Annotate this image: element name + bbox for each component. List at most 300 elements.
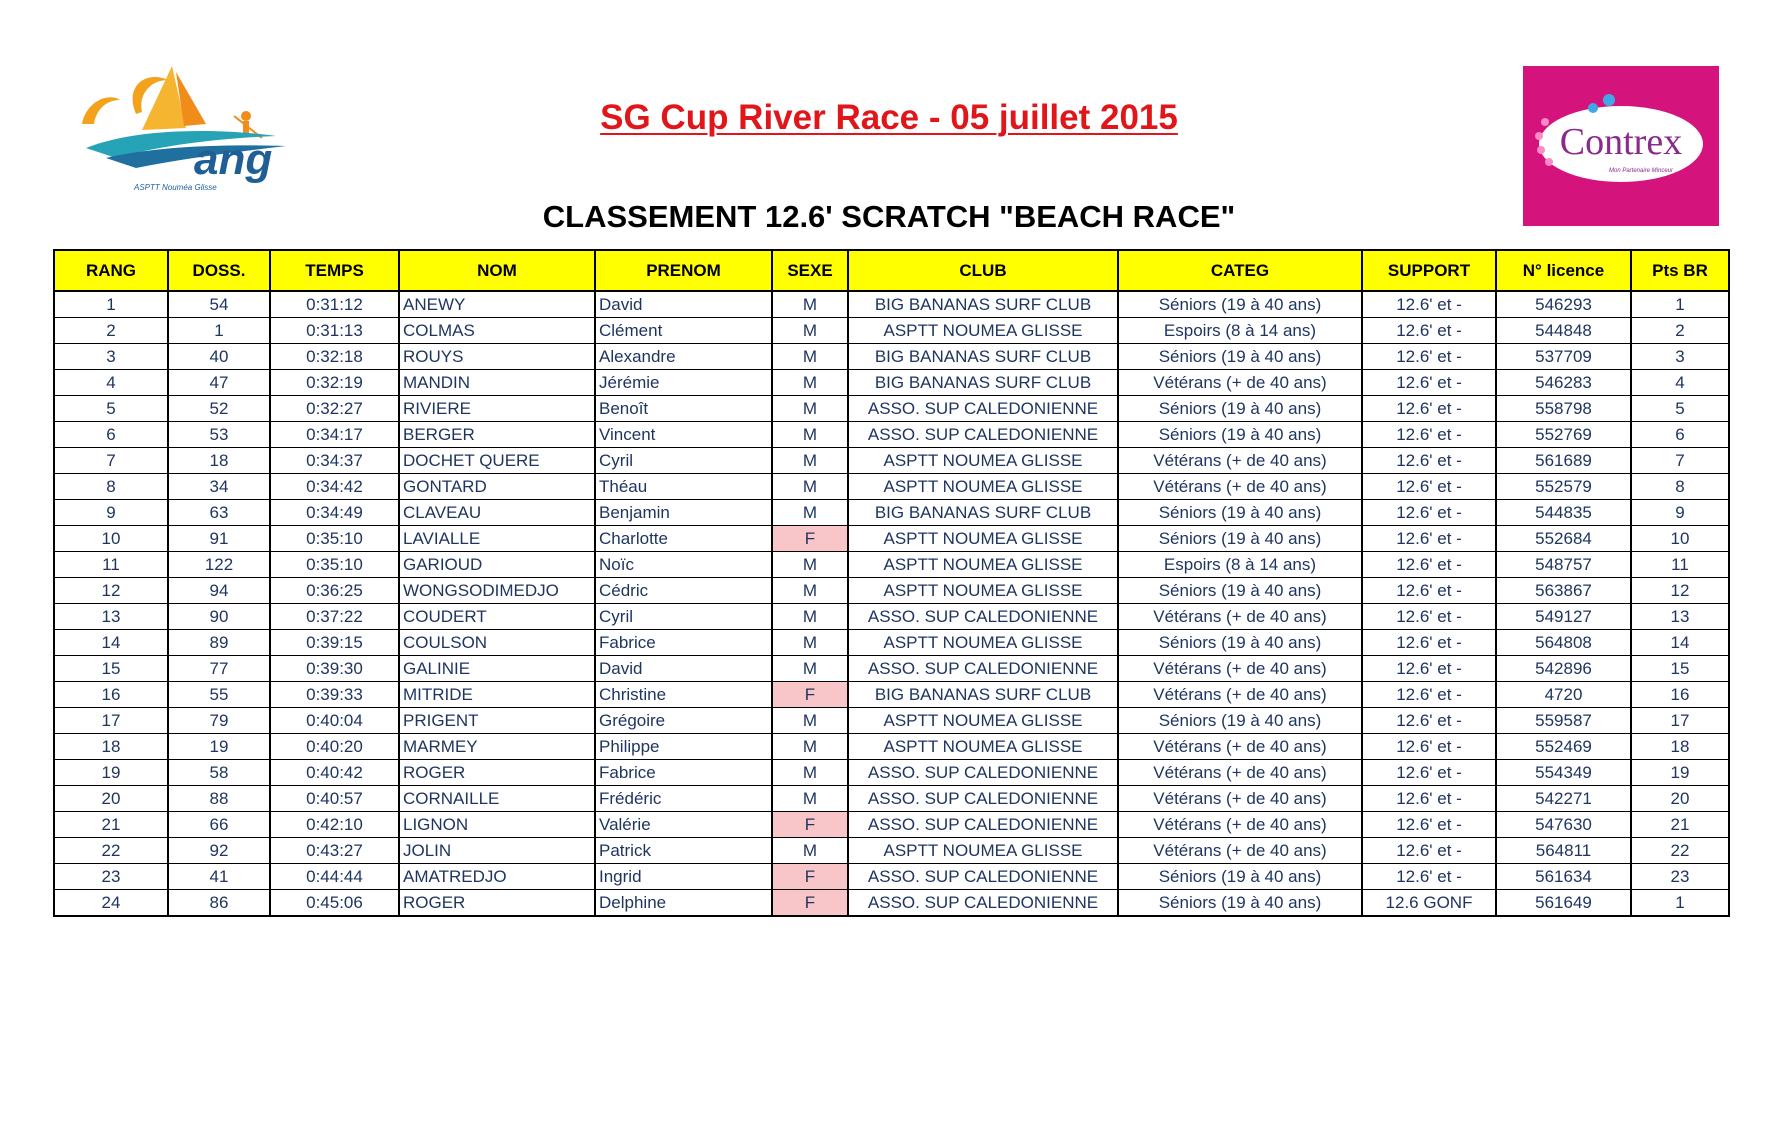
cell-time: 0:40:04 <box>270 708 399 734</box>
cell-sex: M <box>772 291 848 318</box>
cell-last-name: RIVIERE <box>399 396 595 422</box>
cell-rank: 23 <box>54 864 168 890</box>
table-row <box>54 422 1729 448</box>
cell-support: 12.6' et - <box>1362 318 1496 344</box>
cell-licence: 548757 <box>1496 552 1631 578</box>
cell-rank: 24 <box>54 890 168 917</box>
cell-sex: M <box>772 578 848 604</box>
cell-first-name: Fabrice <box>595 630 772 656</box>
cell-licence: 564811 <box>1496 838 1631 864</box>
cell-last-name: COULSON <box>399 630 595 656</box>
cell-first-name: Théau <box>595 474 772 500</box>
cell-first-name: Cyril <box>595 448 772 474</box>
cell-first-name: Cédric <box>595 578 772 604</box>
cell-club: BIG BANANAS SURF CLUB <box>848 291 1118 318</box>
cell-sex: F <box>772 526 848 552</box>
cell-rank: 1 <box>54 291 168 318</box>
cell-licence: 546283 <box>1496 370 1631 396</box>
cell-bib: 55 <box>168 682 270 708</box>
cell-bib: 86 <box>168 890 270 917</box>
ang-logo-text: ang <box>194 135 273 184</box>
cell-support: 12.6' et - <box>1362 448 1496 474</box>
cell-points: 2 <box>1631 318 1729 344</box>
cell-support: 12.6' et - <box>1362 864 1496 890</box>
cell-rank: 14 <box>54 630 168 656</box>
cell-rank: 20 <box>54 786 168 812</box>
cell-club: BIG BANANAS SURF CLUB <box>848 500 1118 526</box>
cell-points: 1 <box>1631 291 1729 318</box>
cell-support: 12.6' et - <box>1362 786 1496 812</box>
cell-support: 12.6' et - <box>1362 396 1496 422</box>
cell-bib: 54 <box>168 291 270 318</box>
cell-club: ASPTT NOUMEA GLISSE <box>848 838 1118 864</box>
cell-support: 12.6' et - <box>1362 526 1496 552</box>
cell-last-name: BERGER <box>399 422 595 448</box>
contrex-logo-tagline: Mon Partenaire Minceur <box>1608 168 1674 174</box>
cell-licence: 542896 <box>1496 656 1631 682</box>
table-row <box>54 890 1729 917</box>
cell-points: 22 <box>1631 838 1729 864</box>
cell-first-name: Grégoire <box>595 708 772 734</box>
cell-time: 0:34:17 <box>270 422 399 448</box>
cell-club: ASPTT NOUMEA GLISSE <box>848 552 1118 578</box>
cell-category: Séniors (19 à 40 ans) <box>1118 422 1362 448</box>
cell-points: 7 <box>1631 448 1729 474</box>
cell-licence: 544835 <box>1496 500 1631 526</box>
cell-licence: 547630 <box>1496 812 1631 838</box>
table-row <box>54 812 1729 838</box>
ca-bubble-icon <box>1603 94 1615 106</box>
cell-bib: 52 <box>168 396 270 422</box>
cell-time: 0:40:57 <box>270 786 399 812</box>
cell-points: 17 <box>1631 708 1729 734</box>
cell-rank: 5 <box>54 396 168 422</box>
cell-rank: 13 <box>54 604 168 630</box>
table-row <box>54 344 1729 370</box>
contrex-logo-graphic <box>1523 66 1719 226</box>
cell-last-name: LAVIALLE <box>399 526 595 552</box>
cell-rank: 9 <box>54 500 168 526</box>
cell-support: 12.6' et - <box>1362 760 1496 786</box>
cell-licence: 552769 <box>1496 422 1631 448</box>
cell-club: BIG BANANAS SURF CLUB <box>848 370 1118 396</box>
cell-bib: 19 <box>168 734 270 760</box>
cell-bib: 91 <box>168 526 270 552</box>
cell-category: Vétérans (+ de 40 ans) <box>1118 370 1362 396</box>
cell-first-name: Vincent <box>595 422 772 448</box>
cell-club: ASSO. SUP CALEDONIENNE <box>848 812 1118 838</box>
cell-sex: M <box>772 734 848 760</box>
cell-sex: F <box>772 682 848 708</box>
column-header-sex: SEXE <box>772 250 848 291</box>
column-header-rank: RANG <box>54 250 168 291</box>
cell-club: ASPTT NOUMEA GLISSE <box>848 734 1118 760</box>
cell-licence: 549127 <box>1496 604 1631 630</box>
column-header-time: TEMPS <box>270 250 399 291</box>
column-header-licence: N° licence <box>1496 250 1631 291</box>
cell-first-name: Jérémie <box>595 370 772 396</box>
cell-sex: M <box>772 318 848 344</box>
cell-points: 14 <box>1631 630 1729 656</box>
cell-category: Vétérans (+ de 40 ans) <box>1118 682 1362 708</box>
cell-last-name: LIGNON <box>399 812 595 838</box>
table-row <box>54 370 1729 396</box>
cell-sex: M <box>772 448 848 474</box>
column-header-club: CLUB <box>848 250 1118 291</box>
table-row <box>54 552 1729 578</box>
table-row <box>54 656 1729 682</box>
cell-first-name: Philippe <box>595 734 772 760</box>
cell-bib: 63 <box>168 500 270 526</box>
cell-licence: 542271 <box>1496 786 1631 812</box>
cell-bib: 34 <box>168 474 270 500</box>
cell-club: ASPTT NOUMEA GLISSE <box>848 526 1118 552</box>
cell-bib: 90 <box>168 604 270 630</box>
cell-support: 12.6' et - <box>1362 838 1496 864</box>
cell-club: ASPTT NOUMEA GLISSE <box>848 708 1118 734</box>
cell-first-name: Valérie <box>595 812 772 838</box>
cell-last-name: GONTARD <box>399 474 595 500</box>
cell-club: BIG BANANAS SURF CLUB <box>848 344 1118 370</box>
table-row <box>54 630 1729 656</box>
column-header-bib: DOSS. <box>168 250 270 291</box>
cell-sex: M <box>772 656 848 682</box>
cell-points: 19 <box>1631 760 1729 786</box>
cell-rank: 12 <box>54 578 168 604</box>
cell-category: Séniors (19 à 40 ans) <box>1118 890 1362 917</box>
cell-points: 11 <box>1631 552 1729 578</box>
mg-bubble-icon <box>1588 103 1598 113</box>
cell-support: 12.6' et - <box>1362 422 1496 448</box>
cell-points: 1 <box>1631 890 1729 917</box>
cell-sex: M <box>772 422 848 448</box>
cell-first-name: Christine <box>595 682 772 708</box>
cell-points: 9 <box>1631 500 1729 526</box>
cell-bib: 40 <box>168 344 270 370</box>
cell-sex: M <box>772 708 848 734</box>
cell-category: Séniors (19 à 40 ans) <box>1118 291 1362 318</box>
cell-rank: 21 <box>54 812 168 838</box>
cell-first-name: Benoît <box>595 396 772 422</box>
cell-category: Séniors (19 à 40 ans) <box>1118 708 1362 734</box>
cell-last-name: DOCHET QUERE <box>399 448 595 474</box>
cell-category: Séniors (19 à 40 ans) <box>1118 344 1362 370</box>
table-row <box>54 786 1729 812</box>
page-subtitle: CLASSEMENT 12.6' SCRATCH "BEACH RACE" <box>542 199 1236 234</box>
table-row <box>54 448 1729 474</box>
cell-support: 12.6' et - <box>1362 812 1496 838</box>
table-row <box>54 578 1729 604</box>
cell-last-name: ANEWY <box>399 291 595 318</box>
cell-bib: 53 <box>168 422 270 448</box>
cell-rank: 19 <box>54 760 168 786</box>
cell-points: 5 <box>1631 396 1729 422</box>
cell-last-name: MARMEY <box>399 734 595 760</box>
cell-club: ASSO. SUP CALEDONIENNE <box>848 786 1118 812</box>
cell-last-name: MANDIN <box>399 370 595 396</box>
table-row <box>54 760 1729 786</box>
cell-points: 4 <box>1631 370 1729 396</box>
cell-first-name: Ingrid <box>595 864 772 890</box>
cell-points: 6 <box>1631 422 1729 448</box>
table-row <box>54 291 1729 318</box>
cell-club: ASSO. SUP CALEDONIENNE <box>848 656 1118 682</box>
cell-rank: 6 <box>54 422 168 448</box>
cell-club: ASSO. SUP CALEDONIENNE <box>848 396 1118 422</box>
cell-time: 0:31:12 <box>270 291 399 318</box>
cell-last-name: WONGSODIMEDJO <box>399 578 595 604</box>
cell-support: 12.6' et - <box>1362 630 1496 656</box>
cell-club: ASSO. SUP CALEDONIENNE <box>848 760 1118 786</box>
cell-category: Espoirs (8 à 14 ans) <box>1118 318 1362 344</box>
cell-licence: 561634 <box>1496 864 1631 890</box>
cell-club: BIG BANANAS SURF CLUB <box>848 682 1118 708</box>
page-title: SG Cup River Race - 05 juillet 2015 <box>600 98 1178 137</box>
cell-licence: 552684 <box>1496 526 1631 552</box>
cell-sex: M <box>772 630 848 656</box>
contrex-logo-text: Contrex <box>1559 121 1683 163</box>
cell-bib: 47 <box>168 370 270 396</box>
cell-time: 0:42:10 <box>270 812 399 838</box>
table-row <box>54 500 1729 526</box>
cell-bib: 122 <box>168 552 270 578</box>
cell-time: 0:36:25 <box>270 578 399 604</box>
cell-last-name: COLMAS <box>399 318 595 344</box>
cell-last-name: CLAVEAU <box>399 500 595 526</box>
cell-support: 12.6' et - <box>1362 344 1496 370</box>
cell-sex: M <box>772 760 848 786</box>
column-header-last-name: NOM <box>399 250 595 291</box>
cell-points: 12 <box>1631 578 1729 604</box>
column-header-category: CATEG <box>1118 250 1362 291</box>
cell-time: 0:32:27 <box>270 396 399 422</box>
cell-support: 12.6' et - <box>1362 656 1496 682</box>
cell-bib: 18 <box>168 448 270 474</box>
cell-licence: 561649 <box>1496 890 1631 917</box>
cell-last-name: CORNAILLE <box>399 786 595 812</box>
cell-time: 0:45:06 <box>270 890 399 917</box>
cell-category: Vétérans (+ de 40 ans) <box>1118 604 1362 630</box>
cell-first-name: Benjamin <box>595 500 772 526</box>
cell-category: Espoirs (8 à 14 ans) <box>1118 552 1362 578</box>
cell-category: Séniors (19 à 40 ans) <box>1118 864 1362 890</box>
cell-bib: 94 <box>168 578 270 604</box>
cell-club: ASPTT NOUMEA GLISSE <box>848 578 1118 604</box>
cell-licence: 552469 <box>1496 734 1631 760</box>
cell-licence: 559587 <box>1496 708 1631 734</box>
cell-category: Vétérans (+ de 40 ans) <box>1118 812 1362 838</box>
cell-time: 0:34:37 <box>270 448 399 474</box>
table-row <box>54 682 1729 708</box>
cell-rank: 2 <box>54 318 168 344</box>
cell-bib: 41 <box>168 864 270 890</box>
cell-points: 15 <box>1631 656 1729 682</box>
cell-category: Séniors (19 à 40 ans) <box>1118 526 1362 552</box>
table-row <box>54 838 1729 864</box>
cell-bib: 77 <box>168 656 270 682</box>
cell-club: ASSO. SUP CALEDONIENNE <box>848 604 1118 630</box>
cell-last-name: COUDERT <box>399 604 595 630</box>
cell-first-name: Cyril <box>595 604 772 630</box>
cell-support: 12.6' et - <box>1362 682 1496 708</box>
cell-bib: 1 <box>168 318 270 344</box>
table-row <box>54 734 1729 760</box>
cell-club: ASSO. SUP CALEDONIENNE <box>848 864 1118 890</box>
cell-rank: 3 <box>54 344 168 370</box>
cell-time: 0:40:20 <box>270 734 399 760</box>
cell-category: Séniors (19 à 40 ans) <box>1118 500 1362 526</box>
cell-licence: 561689 <box>1496 448 1631 474</box>
cell-category: Séniors (19 à 40 ans) <box>1118 396 1362 422</box>
contrex-logo <box>1523 66 1719 226</box>
cell-points: 20 <box>1631 786 1729 812</box>
cell-first-name: David <box>595 656 772 682</box>
cell-time: 0:40:42 <box>270 760 399 786</box>
table-row <box>54 864 1729 890</box>
cell-sex: M <box>772 500 848 526</box>
cell-first-name: Patrick <box>595 838 772 864</box>
cell-rank: 18 <box>54 734 168 760</box>
cell-sex: M <box>772 344 848 370</box>
column-header-points: Pts BR <box>1631 250 1729 291</box>
cell-support: 12.6' et - <box>1362 708 1496 734</box>
cell-club: ASSO. SUP CALEDONIENNE <box>848 422 1118 448</box>
cell-category: Vétérans (+ de 40 ans) <box>1118 474 1362 500</box>
table-row <box>54 526 1729 552</box>
cell-sex: M <box>772 396 848 422</box>
cell-licence: 564808 <box>1496 630 1631 656</box>
cell-category: Vétérans (+ de 40 ans) <box>1118 656 1362 682</box>
cell-time: 0:43:27 <box>270 838 399 864</box>
cell-category: Vétérans (+ de 40 ans) <box>1118 448 1362 474</box>
cell-licence: 4720 <box>1496 682 1631 708</box>
cell-time: 0:37:22 <box>270 604 399 630</box>
cell-time: 0:31:13 <box>270 318 399 344</box>
table-header-row <box>54 250 1729 291</box>
cell-last-name: AMATREDJO <box>399 864 595 890</box>
cell-rank: 4 <box>54 370 168 396</box>
cell-rank: 7 <box>54 448 168 474</box>
cell-last-name: ROUYS <box>399 344 595 370</box>
table-row <box>54 604 1729 630</box>
table-row <box>54 708 1729 734</box>
column-header-first-name: PRENOM <box>595 250 772 291</box>
cell-first-name: Charlotte <box>595 526 772 552</box>
cell-club: ASPTT NOUMEA GLISSE <box>848 448 1118 474</box>
cell-time: 0:39:33 <box>270 682 399 708</box>
cell-rank: 15 <box>54 656 168 682</box>
cell-licence: 546293 <box>1496 291 1631 318</box>
cell-category: Vétérans (+ de 40 ans) <box>1118 760 1362 786</box>
cell-last-name: GARIOUD <box>399 552 595 578</box>
table-row <box>54 474 1729 500</box>
cell-sex: M <box>772 552 848 578</box>
cell-bib: 58 <box>168 760 270 786</box>
cell-time: 0:32:19 <box>270 370 399 396</box>
cell-bib: 66 <box>168 812 270 838</box>
cell-last-name: PRIGENT <box>399 708 595 734</box>
cell-bib: 88 <box>168 786 270 812</box>
cell-club: ASPTT NOUMEA GLISSE <box>848 474 1118 500</box>
cell-bib: 92 <box>168 838 270 864</box>
cell-sex: M <box>772 474 848 500</box>
cell-time: 0:44:44 <box>270 864 399 890</box>
cell-points: 10 <box>1631 526 1729 552</box>
cell-licence: 552579 <box>1496 474 1631 500</box>
cell-licence: 544848 <box>1496 318 1631 344</box>
cell-club: ASPTT NOUMEA GLISSE <box>848 630 1118 656</box>
cell-points: 23 <box>1631 864 1729 890</box>
cell-support: 12.6' et - <box>1362 604 1496 630</box>
cell-last-name: GALINIE <box>399 656 595 682</box>
cell-time: 0:35:10 <box>270 526 399 552</box>
cell-points: 3 <box>1631 344 1729 370</box>
cell-rank: 16 <box>54 682 168 708</box>
cell-last-name: ROGER <box>399 890 595 917</box>
cell-rank: 10 <box>54 526 168 552</box>
cell-sex: F <box>772 864 848 890</box>
cell-bib: 89 <box>168 630 270 656</box>
cell-sex: F <box>772 812 848 838</box>
cell-support: 12.6' et - <box>1362 370 1496 396</box>
cell-support: 12.6' et - <box>1362 474 1496 500</box>
cell-first-name: Frédéric <box>595 786 772 812</box>
cell-support: 12.6' et - <box>1362 500 1496 526</box>
cell-time: 0:35:10 <box>270 552 399 578</box>
cell-support: 12.6 GONF <box>1362 890 1496 917</box>
cell-last-name: JOLIN <box>399 838 595 864</box>
cell-rank: 11 <box>54 552 168 578</box>
cell-category: Séniors (19 à 40 ans) <box>1118 630 1362 656</box>
cell-sex: F <box>772 890 848 917</box>
cell-club: ASSO. SUP CALEDONIENNE <box>848 890 1118 917</box>
column-header-support: SUPPORT <box>1362 250 1496 291</box>
cell-category: Séniors (19 à 40 ans) <box>1118 578 1362 604</box>
cell-category: Vétérans (+ de 40 ans) <box>1118 734 1362 760</box>
cell-club: ASPTT NOUMEA GLISSE <box>848 318 1118 344</box>
cell-first-name: Delphine <box>595 890 772 917</box>
cell-time: 0:32:18 <box>270 344 399 370</box>
cell-first-name: Clément <box>595 318 772 344</box>
cell-sex: M <box>772 604 848 630</box>
cell-rank: 17 <box>54 708 168 734</box>
cell-support: 12.6' et - <box>1362 291 1496 318</box>
cell-bib: 79 <box>168 708 270 734</box>
cell-first-name: Fabrice <box>595 760 772 786</box>
cell-time: 0:34:49 <box>270 500 399 526</box>
table-row <box>54 396 1729 422</box>
cell-first-name: David <box>595 291 772 318</box>
cell-first-name: Alexandre <box>595 344 772 370</box>
cell-support: 12.6' et - <box>1362 734 1496 760</box>
cell-first-name: Noïc <box>595 552 772 578</box>
cell-points: 21 <box>1631 812 1729 838</box>
ang-logo-tagline: ASPTT Nouméa Glisse <box>134 183 217 192</box>
cell-licence: 554349 <box>1496 760 1631 786</box>
cell-rank: 8 <box>54 474 168 500</box>
cell-time: 0:34:42 <box>270 474 399 500</box>
cell-support: 12.6' et - <box>1362 578 1496 604</box>
cell-support: 12.6' et - <box>1362 552 1496 578</box>
cell-category: Vétérans (+ de 40 ans) <box>1118 786 1362 812</box>
results-table <box>53 249 1730 917</box>
cell-points: 16 <box>1631 682 1729 708</box>
cell-licence: 537709 <box>1496 344 1631 370</box>
table-body <box>54 291 1729 916</box>
cell-sex: M <box>772 370 848 396</box>
cell-rank: 22 <box>54 838 168 864</box>
cell-points: 8 <box>1631 474 1729 500</box>
